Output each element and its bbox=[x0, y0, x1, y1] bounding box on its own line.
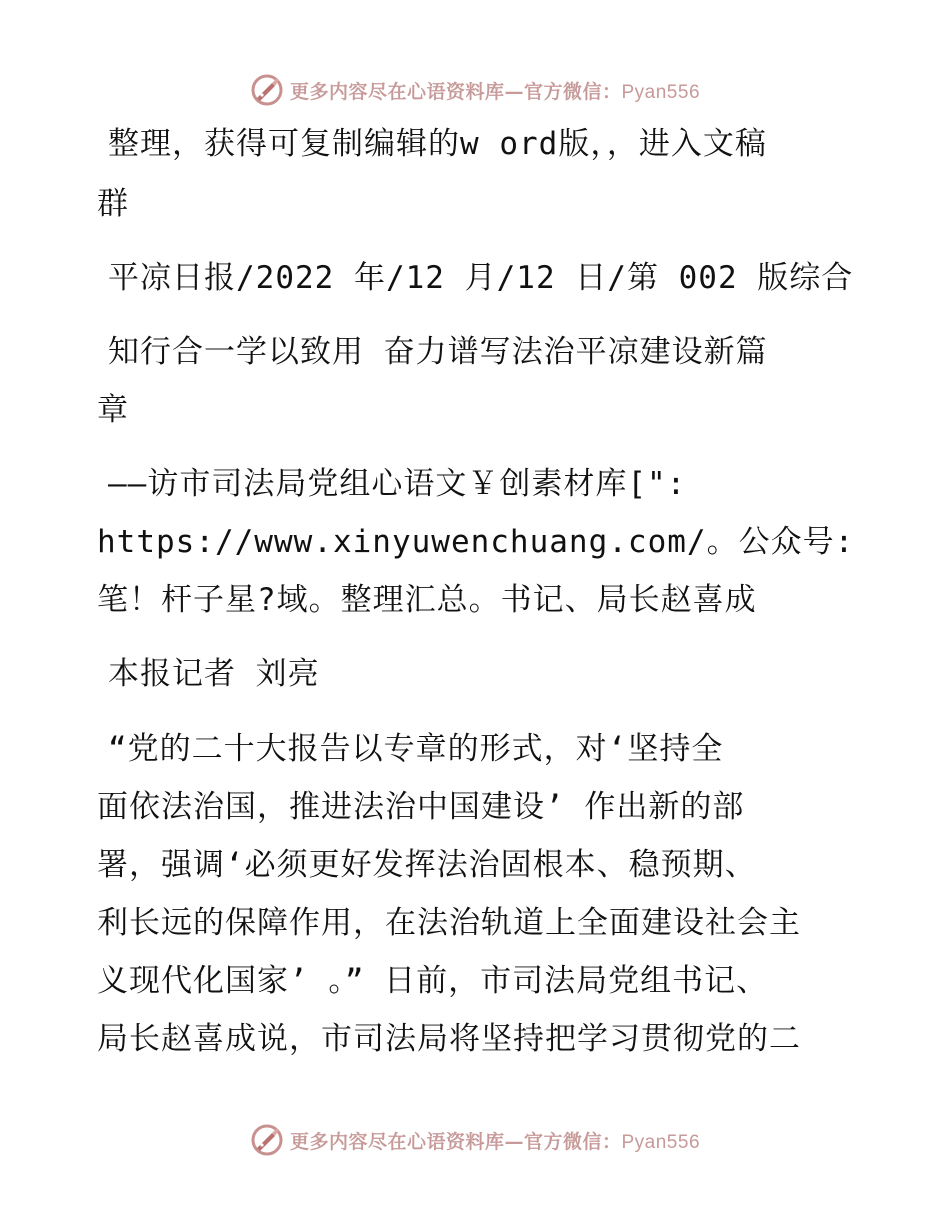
paragraph-line: “党的二十大报告以专章的形式，对‘坚持全 bbox=[108, 731, 724, 767]
article-title: 知行合一学以致用 奋力谱写法治平凉建设新篇 bbox=[108, 334, 768, 370]
paragraph-line: 利长远的保障作用，在法治轨道上全面建设社会主 bbox=[97, 905, 801, 941]
footer-banner bbox=[0, 1120, 950, 1160]
text-line: 整理，获得可复制编辑的w ord版，，进入文稿 bbox=[108, 126, 767, 162]
paragraph-line: 署，强调‘必须更好发挥法治固根本、稳预期、 bbox=[97, 847, 757, 883]
paragraph-line: 局长赵喜成说，市司法局将坚持把学习贯彻党的二 bbox=[97, 1021, 801, 1057]
footer-banner-text: 更多内容尽在心语资料库—官方微信： bbox=[289, 1130, 622, 1153]
text-line: https://www.xinyuwenchuang.com/。公众号: bbox=[97, 524, 855, 560]
header-banner bbox=[0, 70, 950, 110]
header-wechat-id: Pyan556 bbox=[621, 81, 701, 103]
pen-logo-icon bbox=[250, 1123, 284, 1157]
article-subtitle: ——访市司法局党组心语文￥创素材库[": bbox=[108, 466, 687, 502]
dateline: 平凉日报/2022 年/12 月/12 日/第 002 版综合 bbox=[108, 260, 854, 296]
text-line: 群 bbox=[97, 186, 129, 222]
text-line: 笔！杆子星?域。整理汇总。书记、局长赵喜成 bbox=[97, 582, 757, 618]
paragraph-line: 面依法治国，推进法治中国建设’ 作出新的部 bbox=[97, 789, 745, 825]
header-banner-text: 更多内容尽在心语资料库—官方微信： bbox=[289, 80, 622, 103]
byline: 本报记者 刘亮 bbox=[108, 656, 320, 692]
footer-wechat-id: Pyan556 bbox=[621, 1131, 701, 1153]
article-title-cont: 章 bbox=[97, 392, 129, 428]
paragraph-line: 义现代化国家’ 。” 日前，市司法局党组书记、 bbox=[97, 963, 769, 999]
pen-logo-icon bbox=[250, 73, 284, 107]
